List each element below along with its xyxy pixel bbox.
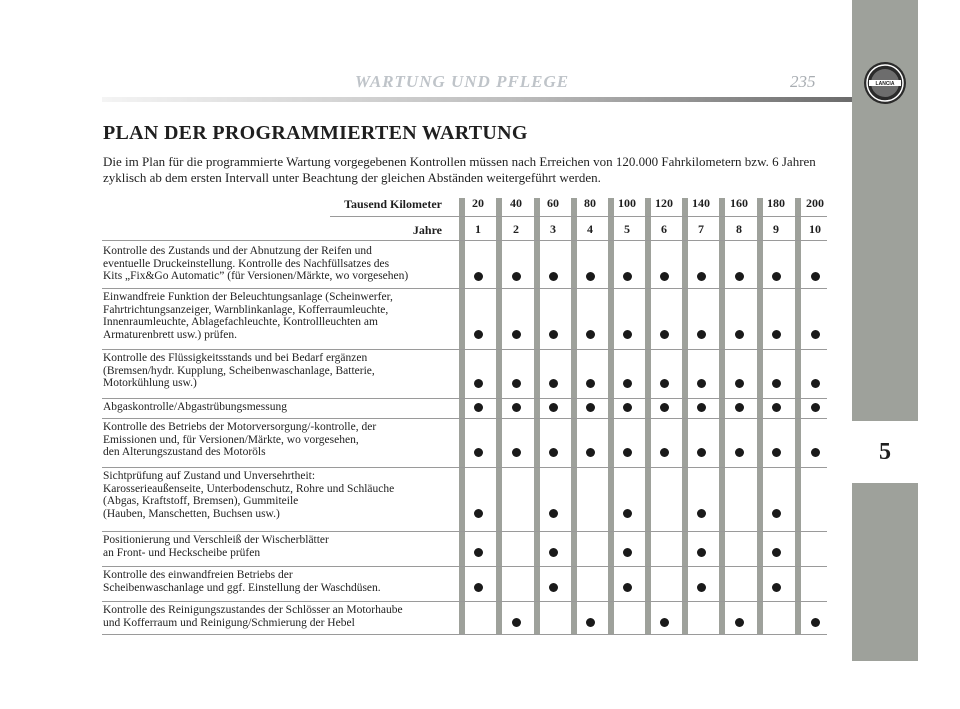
page-title: PLAN DER PROGRAMMIERTEN WARTUNG [103, 122, 528, 144]
km-value: 180 [767, 196, 785, 210]
check-dot [697, 379, 706, 388]
km-value: 160 [730, 196, 748, 210]
row-separator [102, 349, 827, 350]
row-label [103, 401, 453, 414]
km-value: 60 [547, 196, 559, 210]
row-label-line: (Abgas, Kraftstoff, Bremsen), Gummiteile [103, 495, 299, 507]
check-dot [586, 618, 595, 627]
row-label-line: Positionierung und Verschleiß der Wischerblätter [103, 534, 329, 546]
check-dot [697, 330, 706, 339]
check-dot [474, 509, 483, 518]
row-label-line: an Front- und Heckscheibe prüfen [103, 546, 261, 559]
check-dot [697, 448, 706, 457]
check-dot [512, 330, 521, 339]
check-dot [474, 548, 483, 557]
intro-paragraph: Die im Plan für die programmierte Wartung vorgegebenen Kontrollen müssen nach Erreichen von 120.000 Fahrkilometern bzw. 6 Jahren zyklisch ab dem ersten Intervall unter Beachtung der gleichen Abständen weitergeführt werden. [103, 154, 816, 185]
check-dot [623, 272, 632, 281]
row-label-line: Innenraumleuchte, Ablagefachleuchte, Kontrollleuchten am [103, 316, 378, 328]
check-dot [623, 548, 632, 557]
check-dot [697, 403, 706, 412]
row-label [103, 569, 453, 594]
row-separator [102, 288, 827, 289]
row-label [103, 421, 453, 459]
year-value: 6 [661, 222, 667, 236]
years-header-label: Jahre [412, 223, 442, 237]
row-label-line: Einwandfreie Funktion der Beleuchtungsanlage (Scheinwerfer, [103, 291, 393, 303]
row-label-line: Motorkühlung usw.) [103, 377, 197, 389]
km-value: 40 [510, 196, 522, 210]
check-dot [772, 330, 781, 339]
year-value: 4 [587, 222, 593, 236]
year-value: 9 [773, 222, 779, 236]
row-label-line: Fahrtrichtungsanzeiger, Warnblinkanlage, Kofferraumleuchte, [103, 303, 389, 316]
row-label-line: Kits „Fix&Go Automatic” (für Versionen/Märkte, wo vorgesehen) [103, 270, 409, 282]
check-dot [697, 509, 706, 518]
header-rule-line [330, 216, 827, 217]
check-dot [697, 583, 706, 592]
row-label-line: eventuelle Druckeinstellung. Kontrolle des Nachfüllsatzes des [103, 257, 390, 270]
check-dot [697, 272, 706, 281]
row-label [103, 534, 453, 559]
year-value: 5 [624, 222, 630, 236]
column-bar [496, 198, 502, 634]
running-header: WARTUNG UND PFLEGE [355, 72, 570, 91]
check-dot [660, 448, 669, 457]
check-dot [697, 548, 706, 557]
check-dot [512, 403, 521, 412]
chapter-tab[interactable]: 5 [852, 421, 918, 483]
check-dot [549, 272, 558, 281]
row-label-line: Kontrolle des Betriebs der Motorversorgung/-kontrolle, der [103, 421, 377, 433]
check-dot [474, 272, 483, 281]
column-bar [571, 198, 577, 634]
km-value: 100 [618, 196, 636, 210]
row-separator [102, 566, 827, 567]
column-bar [719, 198, 725, 634]
check-dot [549, 403, 558, 412]
check-dot [772, 583, 781, 592]
check-dot [586, 330, 595, 339]
check-dot [549, 583, 558, 592]
column-bar [459, 198, 465, 634]
check-dot [586, 379, 595, 388]
check-dot [623, 403, 632, 412]
check-dot [735, 448, 744, 457]
check-dot [623, 330, 632, 339]
check-dot [586, 448, 595, 457]
year-value: 8 [736, 222, 742, 236]
check-dot [549, 548, 558, 557]
row-label-line: Sichtprüfung auf Zustand und Unversehrtheit: [103, 470, 316, 482]
check-dot [549, 379, 558, 388]
km-value: 200 [806, 196, 824, 210]
check-dot [623, 379, 632, 388]
km-value: 20 [472, 196, 484, 210]
row-label [103, 470, 453, 520]
check-dot [811, 448, 820, 457]
header-rule [102, 97, 852, 102]
column-bar [682, 198, 688, 634]
row-label-line: Kontrolle des Flüssigkeitsstands und bei Bedarf ergänzen [103, 352, 368, 364]
check-dot [623, 509, 632, 518]
check-dot [735, 330, 744, 339]
column-bar [608, 198, 614, 634]
year-value: 7 [698, 222, 704, 236]
check-dot [660, 272, 669, 281]
check-dot [735, 272, 744, 281]
check-dot [586, 403, 595, 412]
row-separator [102, 418, 827, 419]
check-dot [549, 330, 558, 339]
check-dot [660, 330, 669, 339]
km-value: 120 [655, 196, 673, 210]
lancia-logo-icon [862, 60, 908, 106]
check-dot [735, 403, 744, 412]
km-header-label: Tausend Kilometer [344, 197, 442, 211]
check-dot [772, 548, 781, 557]
check-dot [811, 330, 820, 339]
row-label-line: Scheibenwaschanlage und ggf. Einstellung der Waschdüsen. [103, 581, 381, 594]
check-dot [512, 379, 521, 388]
row-label-line: den Alterungszustand des Motoröls [103, 446, 266, 458]
check-dot [474, 583, 483, 592]
check-dot [474, 330, 483, 339]
check-dot [735, 379, 744, 388]
row-label-line: Kontrolle des Reinigungszustandes der Schlösser an Motorhaube [103, 604, 403, 616]
check-dot [772, 272, 781, 281]
check-dot [512, 448, 521, 457]
row-label [103, 291, 453, 341]
check-dot [512, 618, 521, 627]
row-label-line: Emissionen und, für Versionen/Märkte, wo vorgesehen, [103, 433, 359, 446]
year-value: 1 [475, 222, 481, 236]
column-bar [645, 198, 651, 634]
check-dot [772, 403, 781, 412]
row-label-line: Armaturenbrett usw.) prüfen. [103, 328, 238, 341]
check-dot [811, 379, 820, 388]
check-dot [549, 509, 558, 518]
check-dot [772, 509, 781, 518]
row-label [103, 604, 453, 629]
row-separator [102, 467, 827, 468]
row-label-line: Abgaskontrolle/Abgastrübungsmessung [103, 401, 287, 413]
check-dot [474, 448, 483, 457]
column-bar [795, 198, 801, 634]
svg-text:LANCIA: LANCIA [875, 81, 895, 87]
page-number: 235 [790, 72, 816, 91]
row-separator [102, 398, 827, 399]
check-dot [811, 272, 820, 281]
year-value: 3 [550, 222, 556, 236]
row-label-line: und Kofferraum und Reinigung/Schmierung der Hebel [103, 616, 355, 629]
check-dot [586, 272, 595, 281]
km-value: 140 [692, 196, 710, 210]
check-dot [735, 618, 744, 627]
check-dot [474, 379, 483, 388]
check-dot [811, 618, 820, 627]
row-separator [102, 531, 827, 532]
column-bar [534, 198, 540, 634]
table-bottom-rule [102, 634, 827, 635]
check-dot [660, 618, 669, 627]
row-label-line: Karosserieaußenseite, Unterbodenschutz, Rohre und Schläuche [103, 482, 395, 495]
check-dot [623, 448, 632, 457]
check-dot [772, 379, 781, 388]
year-value: 2 [513, 222, 519, 236]
check-dot [660, 403, 669, 412]
check-dot [811, 403, 820, 412]
check-dot [772, 448, 781, 457]
column-bar [757, 198, 763, 634]
row-label-line: Kontrolle des einwandfreien Betriebs der [103, 569, 293, 581]
row-label-line: Kontrolle des Zustands und der Abnutzung der Reifen und [103, 245, 372, 257]
row-label-line: (Hauben, Manschetten, Buchsen usw.) [103, 507, 280, 520]
row-label [103, 245, 453, 283]
check-dot [474, 403, 483, 412]
check-dot [512, 272, 521, 281]
check-dot [549, 448, 558, 457]
year-value: 10 [809, 222, 821, 236]
km-value: 80 [584, 196, 596, 210]
row-label [103, 352, 453, 390]
row-separator [102, 601, 827, 602]
check-dot [660, 379, 669, 388]
header-rule-line [102, 240, 827, 241]
row-label-line: (Bremsen/hydr. Kupplung, Scheibenwaschanlage, Batterie, [103, 364, 375, 377]
check-dot [623, 583, 632, 592]
